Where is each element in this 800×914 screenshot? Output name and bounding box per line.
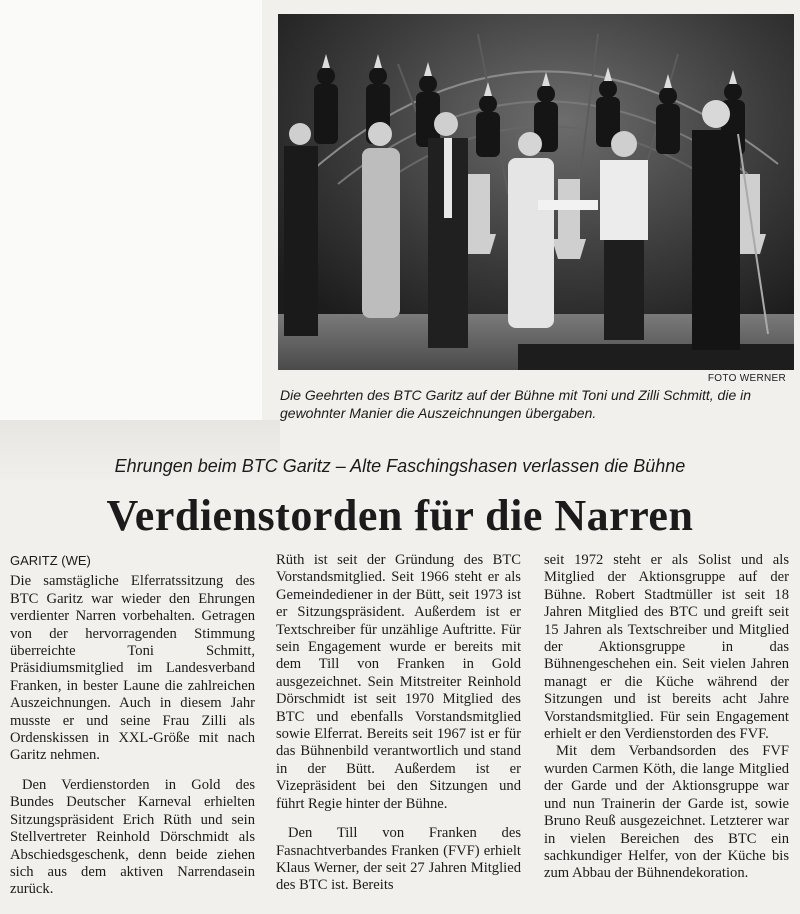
article-column-1	[10, 552, 255, 899]
paragraph: Die samstägliche Elferratssitzung des BTC Garitz war wieder den Ehrungen verdienter Narren vorbehalten. Getragen von der hervorragenden Stimmung überreichte Toni Schmitt, Präsidiumsmitglied im Landesverband Franken, in bester Laune die zahlreichen Auszeichnungen. Auch in diesem Jahr musste er und seine Frau Zilli als Ordenskissen in XXL-Größe mit nach Garitz nehmen.	[10, 573, 255, 764]
adjacent-blank-area	[0, 0, 262, 420]
paragraph: Den Till von Franken des Fasnachtverbandes Franken (FVF) erhielt Klaus Werner, der seit 27 Jahren Mitglied des BTC ist. Bereits	[276, 825, 521, 894]
photo-credit: FOTO WERNER	[707, 373, 786, 384]
article-dateline: GARITZ (WE)	[10, 553, 91, 568]
paragraph: seit 1972 steht er als Solist und als Mitglied der Aktionsgruppe auf der Bühne. Robert Stadtmüller ist seit 18 Jahren Mitglied des BTC und greift seit 15 Jahren als Textschreiber und Mitglied der Aktionsgruppe in das Bühnengeschehen ein. Seit vielen Jahren managt er die Küche während der Sitzungen und ist bereits acht Jahre Vorstandsmitglied. Für sein Engagement erhielt er den Verdienstorden des FVF.	[544, 552, 789, 743]
stage-photo	[278, 14, 794, 370]
article-column-3	[544, 552, 789, 883]
paragraph: Rüth ist seit der Gründung des BTC Vorstandsmitglied. Seit 1966 steht er als Gemeindediener in der Bütt, seit 1973 ist er Sitzungspräsident. Außerdem ist er Textschreiber für unzählige Auftritte. Für sein Engagement wurde er bereits mit dem Till von Franken in Gold ausgezeichnet. Sein Mitstreiter Reinhold Dörschmidt ist seit 1970 Mitglied des BTC und ebenfalls Vorstandsmitglied sowie Elferrat. Bereits seit 1967 ist er für das Bühnenbild verantwortlich und stand in der Bütt. Außerdem ist er Vizepräsident bei den Sitzungen und führt Regie hinter der Bühne.	[276, 552, 521, 812]
article-column-2	[276, 552, 521, 895]
paragraph: Den Verdienstorden in Gold des Bundes Deutscher Karneval erhielten Sitzungspräsident Erich Rüth und sein Stellvertreter Reinhold Dörschmidt als Abschiedsgeschenk, denn beide ziehen sich aus dem aktiven Narrendasein zurück.	[10, 776, 255, 898]
photo-caption: Die Geehrten des BTC Garitz auf der Bühne mit Toni und Zilli Schmitt, die in gewohnter Manier die Auszeichnungen übergaben.	[280, 387, 752, 421]
paragraph: Mit dem Verbandsorden des FVF wurden Carmen Köth, die lange Mitglied der Garde und der Aktionsgruppe war und nun Trainerin der Garde ist, sowie Bruno Reuß ausgezeichnet. Letzterer war in vielen Bereichen des BTC ein sachkundiger Helfer, von der Küche bis zum Abbau der Bühnendekoration.	[544, 743, 789, 882]
article-kicker: Ehrungen beim BTC Garitz – Alte Faschingshasen verlassen die Bühne	[114, 456, 686, 476]
stage-photo-illustration	[278, 14, 794, 370]
article-headline: Verdienstorden für die Narren	[106, 491, 694, 540]
